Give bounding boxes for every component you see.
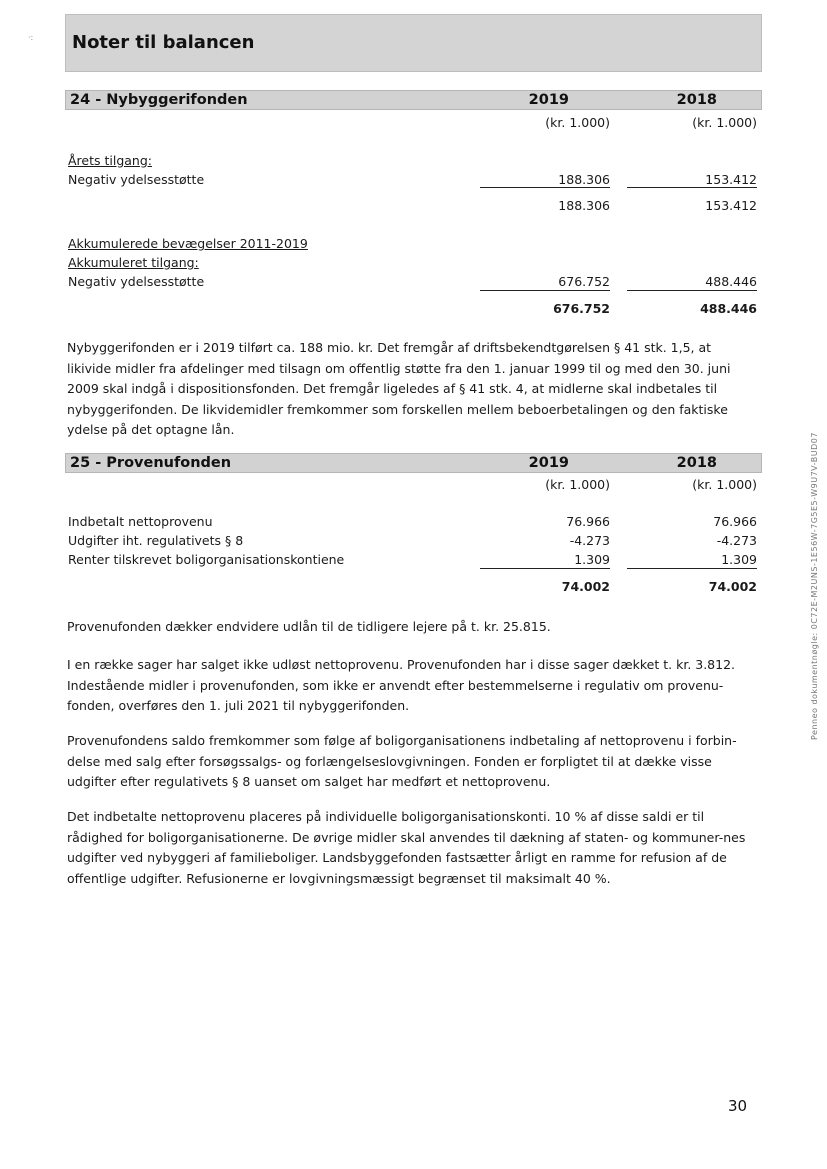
note-25-paragraph-2: I en række sager har salget ikke udløst nettoprovenu. Provenufonden har i disse sager dækket t. kr. 3.812. Indestående midler i provenufonden, som ikke er anvendt efter bestemmelserne i regulativ om provenu-fonden, overføres den 1. juli 2021 til nybyggerifonden. [67, 657, 736, 713]
note-24-row-b-label: Negativ ydelsesstøtte [68, 274, 205, 289]
table-row-current: -4.273 [569, 533, 610, 548]
note-24-section-b-heading: Akkumulerede bevægelser 2011-2019 [68, 236, 308, 251]
note-25-paragraph-4: Det indbetalte nettoprovenu placeres på individuelle boligorganisationskonti. 10 % af disse saldi er til rådighed for boligorganisationerne. De øvrige midler skal anvendes til dækning af staten- og kommuner-nes udgifter ved nybyggeri af familieboliger. Landsbyggefonden fastsætter årligt en ramme for refusion af de offentlige udgifter. Refusionerne er lovgivningsmæssigt begrænset til maksimalt 40 %. [67, 809, 746, 886]
side-stamp: Penneo dokumentnøgle: 0C72E-M2UNS-1E56W-7G5E5-W9U7V-BUD07 [810, 432, 819, 740]
corner-mark: ·: [28, 33, 34, 42]
note-25-unit-current: (kr. 1.000) [545, 477, 610, 492]
divider [480, 290, 610, 291]
note-24-total-b-current: 676.752 [553, 301, 610, 316]
note-24-section-b-subheading: Akkumuleret tilgang: [68, 255, 199, 270]
table-row-current: 1.309 [574, 552, 610, 567]
note-24-row-a-current: 188.306 [558, 172, 610, 187]
note-24-year-current: 2019 [528, 92, 569, 108]
note-25-paragraph-3: Provenufondens saldo fremkommer som følge af boligorganisationens indbetaling af nettoprovenu i forbin-delse med salg efter forsøgssalgs- og forlængelseslovgivningen. Fonden er forpligtet til at dække visse udgifter efter regulativets § 8 uanset om salget har medført et nettoprovenu. [67, 733, 737, 789]
note-24-total-b-previous: 488.446 [700, 301, 757, 316]
note-25-title: 25 - Provenufonden [70, 455, 232, 471]
table-row-previous: 76.966 [713, 514, 757, 529]
table-row-label: Indbetalt nettoprovenu [68, 514, 213, 529]
note-24-unit-previous: (kr. 1.000) [692, 115, 757, 130]
note-24-row-b-current: 676.752 [558, 274, 610, 289]
page-number: 30 [728, 1097, 748, 1115]
note-24-row-a-label: Negativ ydelsesstøtte [68, 172, 205, 187]
page-header [65, 14, 762, 72]
note-25-total-previous: 74.002 [708, 579, 757, 594]
divider [480, 568, 610, 569]
note-24-paragraph: Nybyggerifonden er i 2019 tilført ca. 188 mio. kr. Det fremgår af driftsbekendtgørelsen § 41 stk. 1,5, at likivide midler fra afdelinger med tilsagn om offentlig støtte fra den 1. januar 1999 til og med den 30. juni 2009 skal indgå i dispositionsfonden. Det fremgår ligeledes af § 41 stk. 4, at midlerne skal indbetales til nybyggerifonden. De likvidemidler fremkommer som forskellen mellem beboerbetalingen og den faktiske ydelse på det optagne lån. [67, 340, 731, 437]
note-24-total-a-previous: 153.412 [705, 198, 757, 213]
divider [480, 187, 610, 188]
note-25-header [65, 453, 762, 473]
table-row-previous: 1.309 [721, 552, 757, 567]
note-24-header [65, 90, 762, 110]
table-row-label: Udgifter iht. regulativets § 8 [68, 533, 244, 548]
note-24-total-a-current: 188.306 [558, 198, 610, 213]
page-title: Noter til balancen [72, 32, 255, 53]
divider [627, 568, 757, 569]
note-24-row-a-previous: 153.412 [705, 172, 757, 187]
note-25-unit-previous: (kr. 1.000) [692, 477, 757, 492]
table-row-label: Renter tilskrevet boligorganisationskontiene [68, 552, 345, 567]
note-25-total-current: 74.002 [561, 579, 610, 594]
note-25-year-previous: 2018 [676, 455, 717, 471]
note-24-unit-current: (kr. 1.000) [545, 115, 610, 130]
note-25-year-current: 2019 [528, 455, 569, 471]
table-row-previous: -4.273 [716, 533, 757, 548]
note-24-title: 24 - Nybyggerifonden [70, 92, 248, 108]
table-row-current: 76.966 [566, 514, 610, 529]
note-24-year-previous: 2018 [676, 92, 717, 108]
note-24-row-b-previous: 488.446 [705, 274, 757, 289]
note-24-section-a-heading: Årets tilgang: [68, 153, 153, 168]
divider [627, 187, 757, 188]
note-25-paragraph-1: Provenufonden dækker endvidere udlån til de tidligere lejere på t. kr. 25.815. [67, 619, 551, 634]
divider [627, 290, 757, 291]
